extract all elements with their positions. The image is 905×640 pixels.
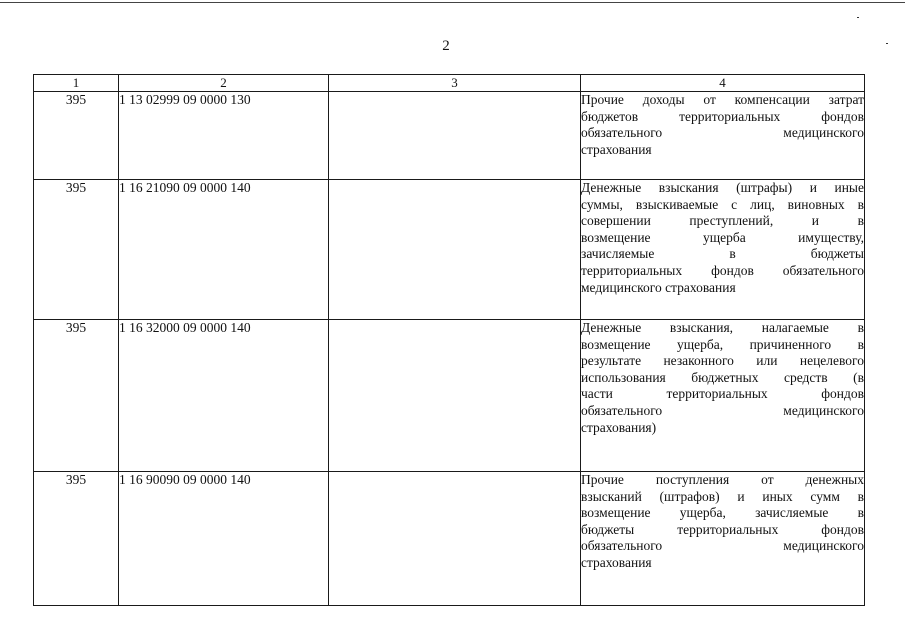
table-body: [34, 92, 865, 606]
description-cell: [581, 180, 865, 320]
table-row: [34, 320, 865, 472]
description-line: страхования: [581, 141, 652, 157]
table-row: [34, 180, 865, 320]
kbk-code-cell: 1 16 21090 09 0000 140: [119, 180, 329, 320]
kbk-code-cell: 1 13 02999 09 0000 130: [119, 92, 329, 180]
table-row: [34, 92, 865, 180]
description-line: зачисляемые в бюджеты: [581, 246, 864, 262]
description-line: совершении преступлений, и в: [581, 213, 864, 229]
description-line: Денежные взыскания, налагаемые в: [581, 320, 864, 335]
description-line: возмещение ущерба, причиненного в: [581, 336, 864, 352]
description-line: бюджеты территориальных фондов: [581, 521, 864, 537]
kbk-code-cell: 1 16 90090 09 0000 140: [119, 472, 329, 606]
empty-cell: [329, 180, 581, 320]
description-line: страхования: [581, 554, 652, 570]
column-header-3: 3: [329, 75, 581, 92]
admin-code-cell: 395: [34, 320, 119, 472]
description-line: использования бюджетных средств (в: [581, 369, 864, 385]
description-cell: [581, 320, 865, 472]
description-line: взысканий (штрафов) и иных сумм в: [581, 488, 864, 504]
description-line: медицинского страхования: [581, 279, 736, 295]
empty-cell: [329, 320, 581, 472]
page-number: 2: [442, 38, 450, 54]
admin-code-cell: 395: [34, 180, 119, 320]
description-line: территориальных фондов обязательного: [581, 262, 864, 278]
scan-speck: [857, 17, 859, 18]
description-line: страхования): [581, 419, 657, 435]
table-row: [34, 472, 865, 606]
admin-code-cell: 395: [34, 92, 119, 180]
description-line: обязательного медицинского: [581, 402, 864, 418]
admin-code-cell: 395: [34, 472, 119, 606]
empty-cell: [329, 472, 581, 606]
description-line: возмещение ущерба имуществу,: [581, 229, 864, 245]
description-line: возмещение ущерба, зачисляемые в: [581, 505, 864, 521]
description-line: Прочие поступления от денежных: [581, 472, 864, 487]
description-line: результате незаконного или нецелевого: [581, 353, 864, 369]
description-line: части территориальных фондов: [581, 386, 864, 402]
header-row: [34, 75, 865, 92]
column-header-4: 4: [581, 75, 865, 92]
column-header-1: 1: [34, 75, 119, 92]
revenue-codes-table: [33, 74, 865, 606]
column-header-2: 2: [119, 75, 329, 92]
description-line: Денежные взыскания (штрафы) и иные: [581, 180, 864, 195]
kbk-code-cell: 1 16 32000 09 0000 140: [119, 320, 329, 472]
table-header: [34, 75, 865, 92]
description-line: Прочие доходы от компенсации затрат: [581, 92, 864, 107]
description-line: обязательного медицинского: [581, 125, 864, 141]
description-cell: [581, 472, 865, 606]
description-line: суммы, взыскиваемые с лиц, виновных в: [581, 196, 864, 212]
scan-top-border: [0, 2, 905, 3]
description-line: обязательного медицинского: [581, 538, 864, 554]
scan-speck: [886, 43, 888, 44]
description-cell: [581, 92, 865, 180]
description-line: бюджетов территориальных фондов: [581, 108, 864, 124]
empty-cell: [329, 92, 581, 180]
